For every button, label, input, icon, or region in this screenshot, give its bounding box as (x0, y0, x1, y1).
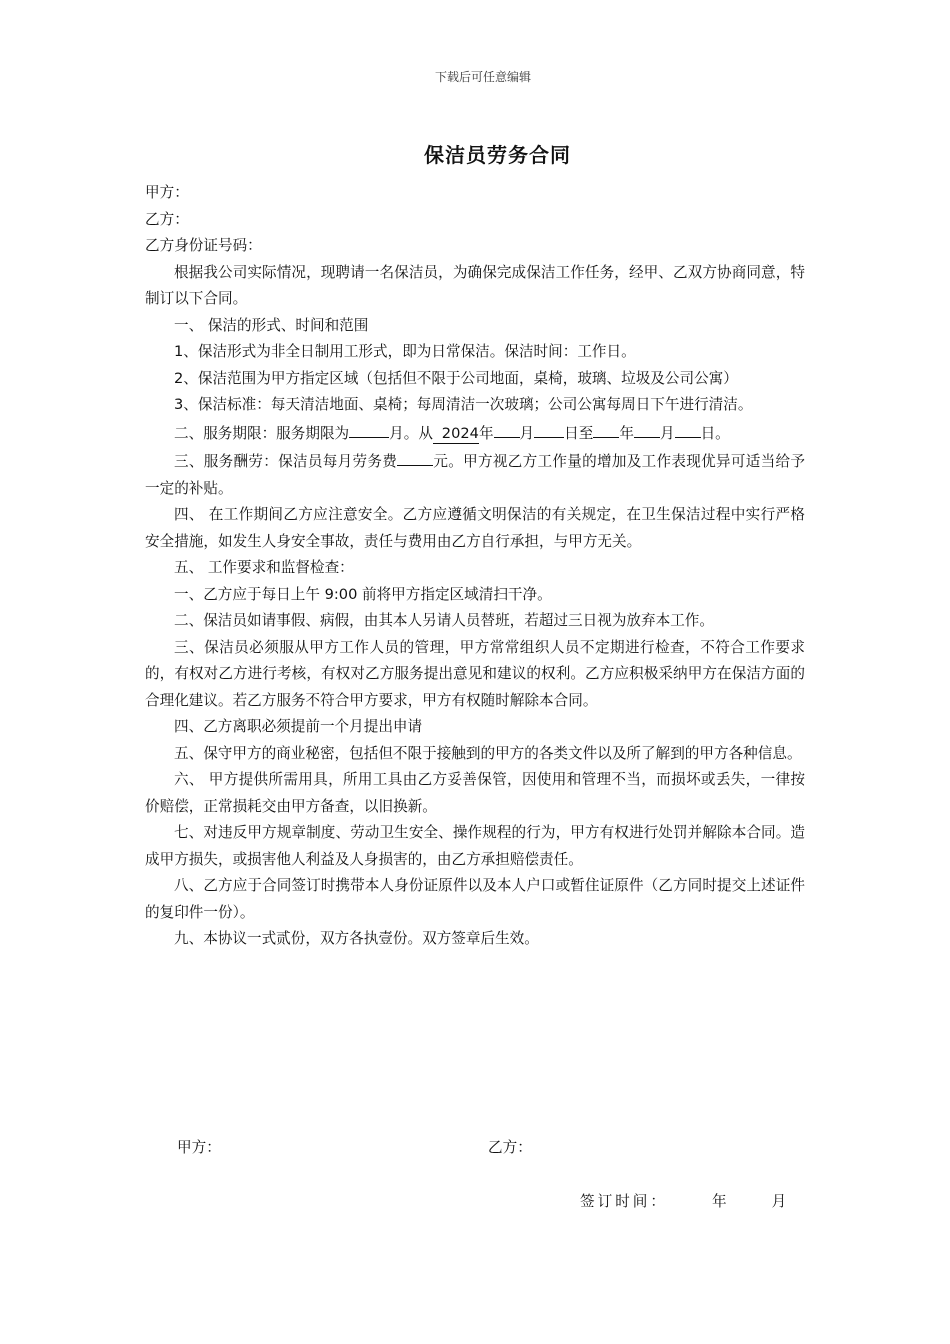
term-start-day-blank (534, 419, 564, 438)
signature-party-a: 甲方： (177, 1139, 221, 1156)
term-end-day-blank (675, 419, 701, 438)
section-5-title: 五、 工作要求和监督检查： (174, 559, 354, 576)
term-text-1: 二、服务期限：服务期限为 (174, 424, 350, 442)
term-text-3: 年 (478, 424, 494, 442)
term-start-month-blank (494, 419, 520, 438)
term-end-month-blank (634, 419, 660, 438)
signing-date-month: 月 (771, 1193, 790, 1210)
service-pay-paragraph (145, 447, 805, 502)
term-text-8: 日。 (700, 424, 730, 442)
signing-date-label: 签订时间： (580, 1193, 668, 1210)
requirement-1: 一、乙方应于每日上午 9:00 前将甲方指定区域清扫干净。 (174, 585, 552, 603)
section-1-title: 一、 保洁的形式、时间和范围 (174, 316, 369, 334)
header-note: 下载后可任意编辑 (434, 70, 531, 84)
term-text-5: 日至 (564, 424, 594, 442)
term-end-year-blank (593, 419, 619, 438)
party-b-id-label: 乙方身份证号码： (145, 237, 262, 254)
pay-text-1: 三、服务酬劳：保洁员每月劳务费 (174, 453, 398, 470)
term-text-7: 月 (659, 424, 675, 442)
term-start-year: 2024 (433, 425, 479, 444)
party-a-label: 甲方： (145, 184, 189, 201)
requirement-6: 六、 甲方提供所需用具，所用工具由乙方妥善保管，因使用和管理不当，而损坏或丢失，一律按价赔偿，正常损耗交由甲方备查，以旧换新。 (145, 771, 805, 815)
pay-amount-blank (397, 447, 433, 466)
service-term-paragraph (145, 419, 805, 448)
intro-paragraph: 根据我公司实际情况，现聘请一名保洁员，为确保完成保洁工作任务，经甲、乙双方协商同意，特制订以下合同。 (145, 263, 805, 307)
term-text-2: 月。从 (389, 424, 433, 442)
section-4-paragraph: 四、 在工作期间乙方应注意安全。乙方应遵循文明保洁的有关规定，在卫生保洁过程中实行严格安全措施，如发生人身安全事故，责任与费用由乙方自行承担，与甲方无关。 (145, 506, 805, 550)
document-title: 保洁员劳务合同 (424, 143, 571, 167)
requirement-3: 三、保洁员必须服从甲方工作人员的管理，甲方常常组织人员不定期进行检查，不符合工作要求的，有权对乙方进行考核，有权对乙方服务提出意见和建议的权利。乙方应积极采纳甲方在保洁方面的合理化建议。若乙方服务不符合甲方要求，甲方有权随时解除本合同。 (145, 638, 805, 709)
term-text-4: 月 (519, 424, 535, 442)
contract-body (145, 180, 805, 953)
section-1-item-1: 1、保洁形式为非全日制用工形式，即为日常保洁。保洁时间：工作日。 (174, 343, 636, 360)
pay-text-2: 元。甲方视乙方工作量的增加及工作表现优异可适当给予一定的补贴。 (145, 453, 805, 497)
section-1-item-3: 3、保洁标准：每天清洁地面、桌椅；每周清洁一次玻璃；公司公寓每周日下午进行清洁。 (174, 396, 753, 413)
signing-date-year: 年 (711, 1193, 730, 1210)
requirement-4: 四、乙方离职必须提前一个月提出申请 (174, 718, 423, 735)
party-b-label: 乙方： (145, 210, 189, 228)
signature-party-b: 乙方： (488, 1139, 532, 1156)
requirement-5: 五、保守甲方的商业秘密，包括但不限于接触到的甲方的各类文件以及所了解到的甲方各种信息。 (174, 744, 802, 762)
requirement-7: 七、对违反甲方规章制度、劳动卫生安全、操作规程的行为，甲方有权进行处罚并解除本合同。造成甲方损失，或损害他人利益及人身损害的，由乙方承担赔偿责任。 (145, 824, 805, 868)
signing-date-line (580, 1190, 789, 1211)
requirement-8: 八、乙方应于合同签订时携带本人身份证原件以及本人户口或暂住证原件（乙方同时提交上述证件的复印件一份）。 (145, 877, 805, 921)
requirement-9: 九、本协议一式贰份，双方各执壹份。双方签章后生效。 (174, 930, 539, 947)
section-1-item-2: 2、保洁范围为甲方指定区域（包括但不限于公司地面，桌椅，玻璃、垃圾及公司公寓） (174, 369, 738, 387)
term-months-blank (349, 419, 389, 438)
term-text-6: 年 (619, 424, 634, 442)
requirement-2: 二、保洁员如请事假、病假，由其本人另请人员替班，若超过三日视为放弃本工作。 (174, 612, 714, 629)
